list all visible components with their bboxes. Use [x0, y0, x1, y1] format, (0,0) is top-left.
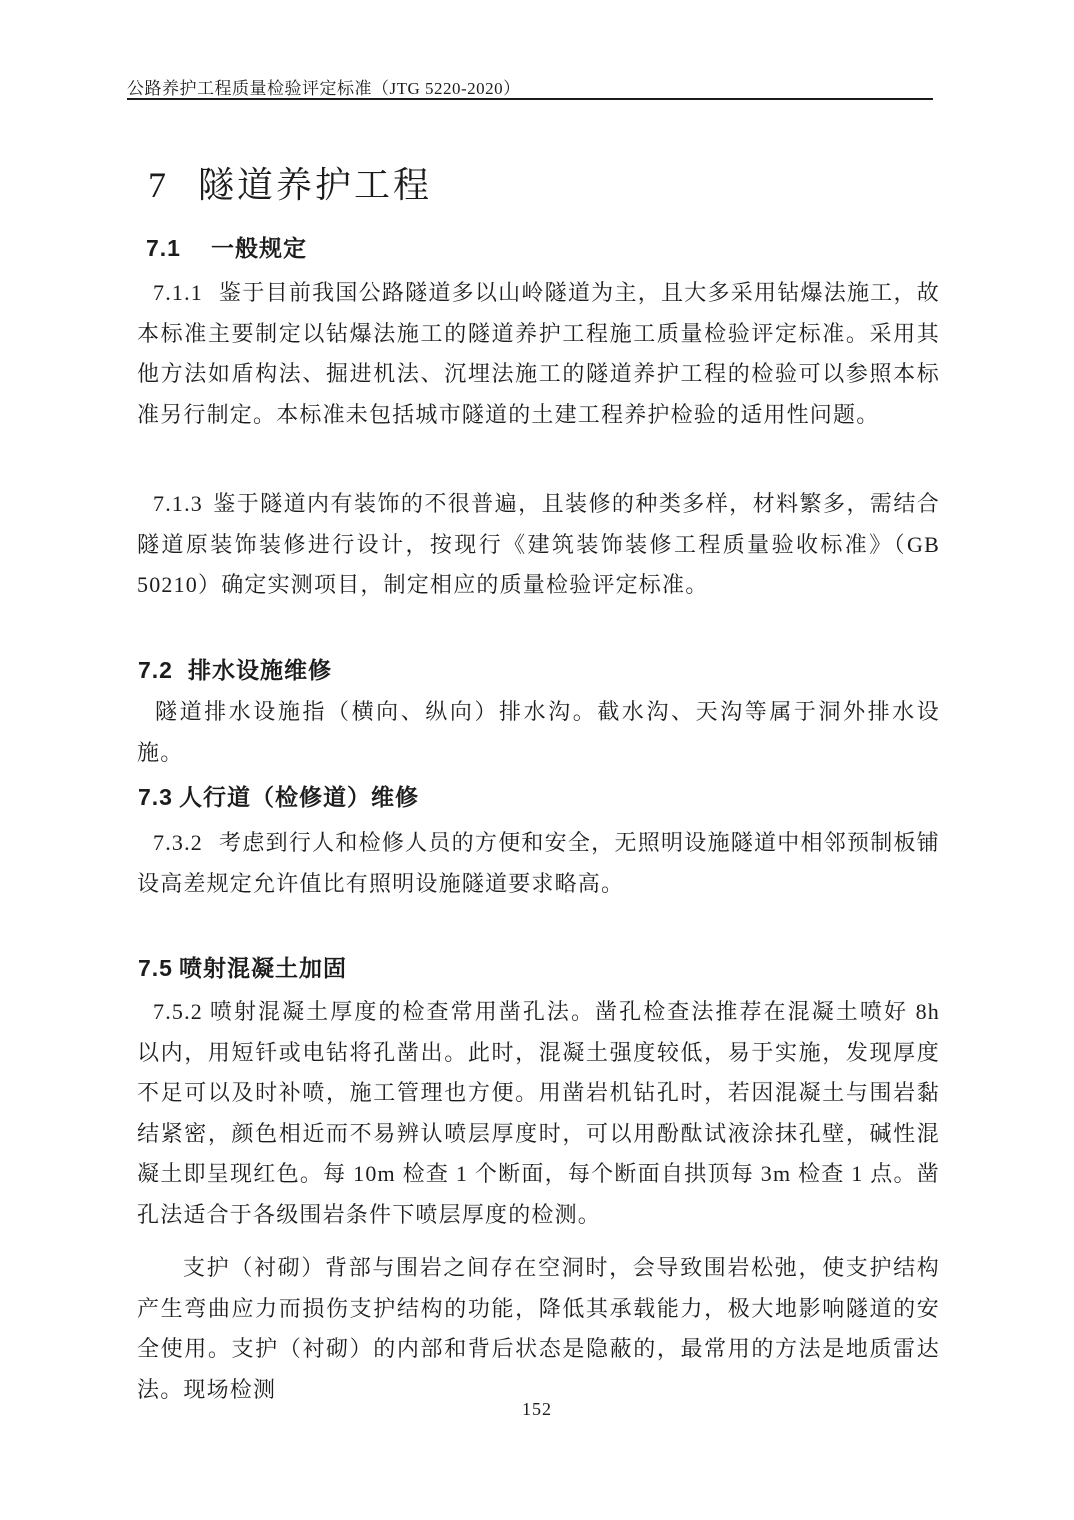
paragraph-text: 支护（衬砌）背部与围岩之间存在空洞时，会导致围岩松弛，使支护结构产生弯曲应力而损伤支护结构的功能，降低其承载能力，极大地影响隧道的安全使用。支护（衬砌）的内部和背后状态是隐蔽的，最常用的方法是地质雷达法。现场检测 — [137, 1255, 940, 1402]
section-title: 排水设施维修 — [187, 657, 332, 683]
section-number: 7.1 — [146, 235, 181, 261]
running-header — [127, 74, 521, 99]
section-number: 7.2 — [138, 657, 173, 683]
paragraph-number: 7.1.1 — [153, 280, 203, 305]
section-title: 人行道（检修道）维修 — [178, 784, 419, 810]
paragraph-7-5-2 — [137, 992, 940, 1235]
chapter-title-text: 隧道养护工程 — [198, 165, 433, 205]
paragraph-7-2-intro — [137, 692, 940, 773]
paragraph-7-5-continuation — [137, 1248, 940, 1410]
section-number: 7.5 — [138, 955, 173, 981]
paragraph-number: 7.3.2 — [153, 830, 203, 855]
page-number: 152 — [522, 1399, 552, 1419]
section-heading-7-1 — [146, 235, 307, 261]
paragraph-text: 喷射混凝土厚度的检查常用凿孔法。凿孔检查法推荐在混凝土喷好 8h 以内，用短钎或电钻将孔凿出。此时，混凝土强度较低，易于实施，发现厚度不足可以及时补喷，施工管理也方便。用凿岩机钻孔时，若因混凝土与围岩黏结紧密，颜色相近而不易辨认喷层厚度时，可以用酚酞试液涂抹孔壁，碱性混凝土即呈现红色。每 10m 检查 1 个断面，每个断面自拱顶每 3m 检查 1 点。凿孔法适合于各级围岩条件下喷层厚度的检测。 — [137, 999, 940, 1227]
paragraph-text: 鉴于隧道内有装饰的不很普遍，且装修的种类多样，材料繁多，需结合隧道原装饰装修进行设计，按现行《建筑装饰装修工程质量验收标准》（GB 50210）确定实测项目，制定相应的质量检验评定标准。 — [137, 491, 940, 597]
section-title: 喷射混凝土加固 — [178, 955, 347, 981]
header-rule — [127, 98, 933, 100]
section-heading-7-3 — [138, 784, 419, 810]
section-number: 7.3 — [138, 784, 173, 810]
paragraph-text: 隧道排水设施指（横向、纵向）排水沟。截水沟、天沟等属于洞外排水设施。 — [137, 699, 940, 765]
section-title: 一般规定 — [210, 235, 307, 261]
chapter-title — [148, 157, 432, 208]
running-header-text: 公路养护工程质量检验评定标准（JTG 5220-2020） — [127, 79, 521, 98]
section-heading-7-5 — [138, 955, 347, 981]
paragraph-text: 考虑到行人和检修人员的方便和安全，无照明设施隧道中相邻预制板铺设高差规定允许值比有照明设施隧道要求略高。 — [137, 830, 940, 896]
paragraph-number: 7.1.3 — [153, 491, 203, 516]
paragraph-7-1-1 — [137, 273, 940, 435]
chapter-number: 7 — [148, 165, 166, 205]
paragraph-7-3-2 — [137, 823, 940, 904]
paragraph-text: 鉴于目前我国公路隧道多以山岭隧道为主，且大多采用钻爆法施工，故本标准主要制定以钻爆法施工的隧道养护工程施工质量检验评定标准。采用其他方法如盾构法、掘进机法、沉埋法施工的隧道养护工程的检验可以参照本标准另行制定。本标准未包括城市隧道的土建工程养护检验的适用性问题。 — [137, 280, 940, 427]
paragraph-7-1-3 — [137, 484, 940, 606]
section-heading-7-2 — [138, 657, 332, 683]
paragraph-number: 7.5.2 — [153, 999, 203, 1024]
